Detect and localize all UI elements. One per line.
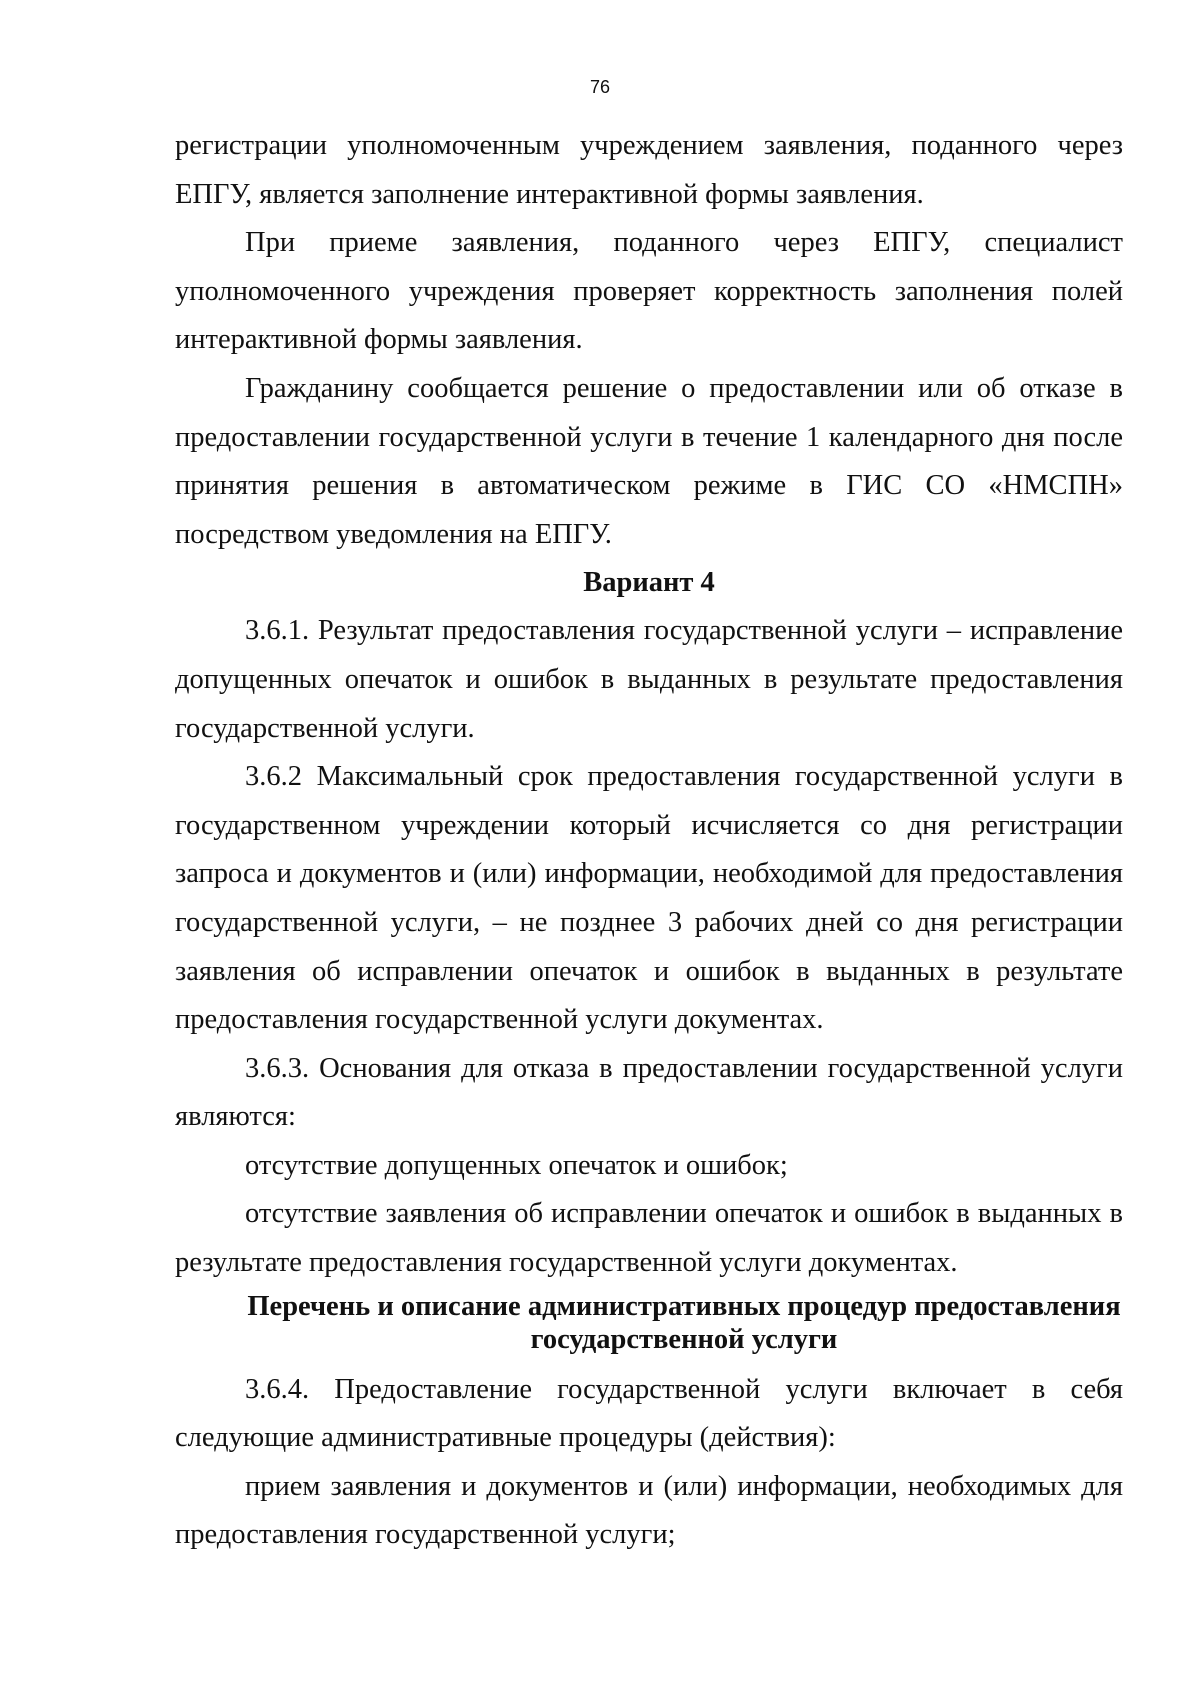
list-item-no-application: отсутствие заявления об исправлении опечаток и ошибок в выданных в результате предоставления государственной услуги документах. (175, 1198, 1123, 1279)
paragraph-registration: регистрации уполномоченным учреждением заявления, поданного через ЕПГУ, является заполнение интерактивной формы заявления. (175, 130, 1123, 210)
paragraph-3-6-1: 3.6.1. Результат предоставления государственной услуги – исправление допущенных опечаток и ошибок в выданных в результате предоставления государственной услуги. (175, 615, 1123, 744)
paragraph-citizen-notification: Гражданину сообщается решение о предоставлении или об отказе в предоставлении государственной услуги в течение 1 календарного дня после принятия решения в автоматическом режиме в ГИС СО «НМСПН» посредством уведомления на ЕПГУ. (175, 372, 1123, 550)
list-item-no-errors: отсутствие допущенных опечаток и ошибок; (245, 1149, 788, 1181)
document-body (175, 122, 1123, 1560)
heading-variant-4: Вариант 4 (583, 567, 715, 599)
paragraph-reception-check: При приеме заявления, поданного через ЕПГУ, специалист уполномоченного учреждения проверяет корректность заполнения полей интерактивной формы заявления. (175, 227, 1123, 356)
page-number: 76 (589, 77, 611, 97)
heading-procedures: Перечень и описание административных процедур предоставления государственной услуги (247, 1290, 1121, 1355)
paragraph-3-6-2: 3.6.2 Максимальный срок предоставления государственной услуги в государственном учреждении который исчисляется со дня регистрации запроса и документов и (или) информации, необходимой для предоставления государственной услуги, – не позднее 3 рабочих дней со дня регистрации заявления об исправлении опечаток и ошибок в выданных в результате предоставления государственной услуги документах. (175, 761, 1123, 1036)
paragraph-3-6-3: 3.6.3. Основания для отказа в предоставлении государственной услуги являются: (175, 1052, 1123, 1133)
paragraph-3-6-4: 3.6.4. Предоставление государственной услуги включает в себя следующие административные процедуры (действия): (175, 1373, 1123, 1454)
list-item-reception: прием заявления и документов и (или) информации, необходимых для предоставления государственной услуги; (175, 1470, 1123, 1551)
